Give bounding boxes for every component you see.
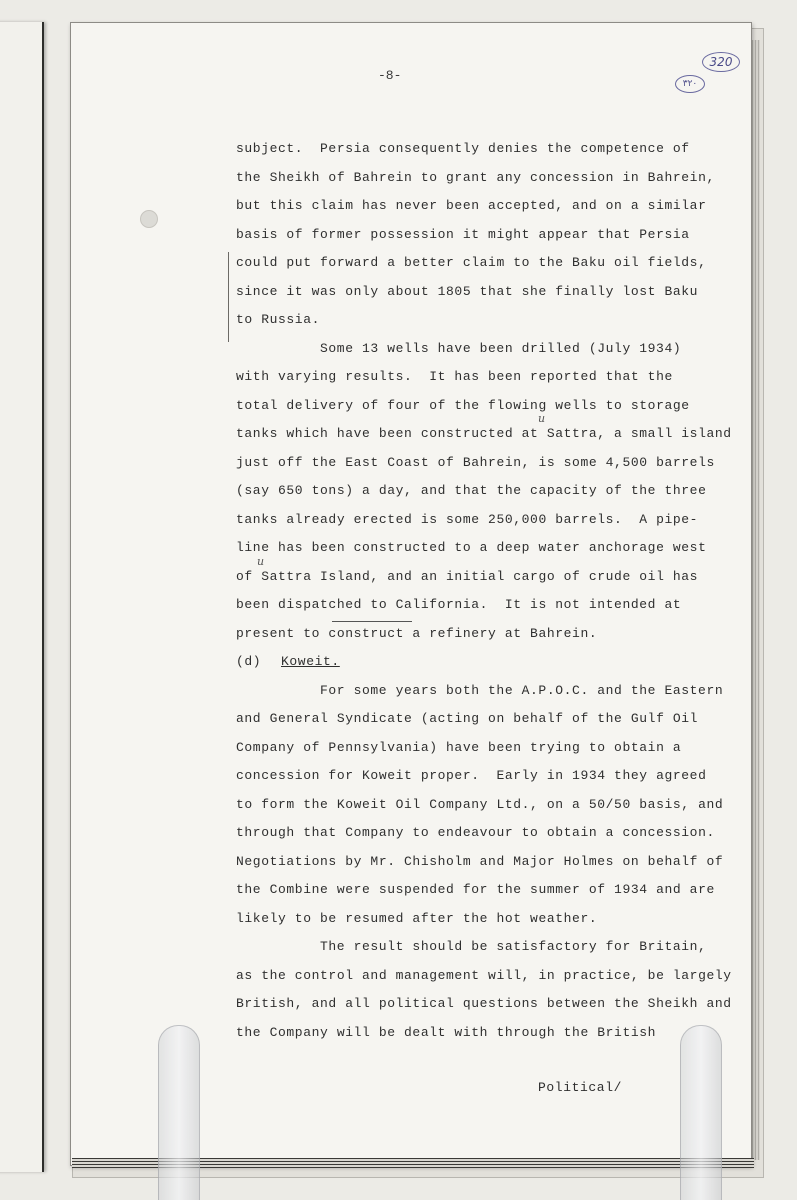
page-holder-stand-right (680, 1025, 722, 1200)
text-line: to Russia. (236, 312, 321, 327)
previous-page-edge (0, 22, 44, 1172)
arabic-folio-stamp: ٣٢٠ (675, 75, 705, 93)
text-line: with varying results. It has been reported that the (236, 369, 673, 384)
text-line: but this claim has never been accepted, and on a similar (236, 198, 707, 213)
handwritten-correction: u (257, 555, 265, 568)
text-line: Some 13 wells have been drilled (July 1934) (320, 341, 682, 356)
text-line: concession for Koweit proper. Early in 1934 they agreed (236, 768, 707, 783)
text-line: total delivery of four of the flowing wells to storage (236, 398, 690, 413)
text-line: just off the East Coast of Bahrein, is some 4,500 barrels (236, 455, 715, 470)
text-line: been dispatched to California. It is not intended at (236, 597, 682, 612)
text-line: Company of Pennsylvania) have been trying to obtain a (236, 740, 682, 755)
text-line: the Sheikh of Bahrein to grant any concession in Bahrein, (236, 170, 715, 185)
page-holder-stand-left (158, 1025, 200, 1200)
text-line: and General Syndicate (acting on behalf of the Gulf Oil (236, 711, 699, 726)
text-line: The result should be satisfactory for Britain, (320, 939, 707, 954)
handwritten-correction: u (538, 412, 546, 425)
text-line: tanks which have been constructed at Sattra, a small island (236, 426, 732, 441)
text-line: British, and all political questions between the Sheikh and (236, 996, 732, 1011)
text-line: as the control and management will, in practice, be largely (236, 968, 732, 983)
text-line: tanks already erected is some 250,000 barrels. A pipe- (236, 512, 699, 527)
text-line: to form the Koweit Oil Company Ltd., on a 50/50 basis, and (236, 797, 724, 812)
text-line: Negotiations by Mr. Chisholm and Major Holmes on behalf of (236, 854, 724, 869)
text-line: likely to be resumed after the hot weather. (236, 911, 598, 926)
folio-number-stamp: 320 (702, 52, 740, 72)
text-line: basis of former possession it might appear that Persia (236, 227, 690, 242)
text-line: For some years both the A.P.O.C. and the Eastern (320, 683, 724, 698)
text-line: (say 650 tons) a day, and that the capacity of the three (236, 483, 707, 498)
text-line: the Combine were suspended for the summer of 1934 and are (236, 882, 715, 897)
text-line: present to construct a refinery at Bahrein. (236, 626, 598, 641)
document-page (70, 22, 752, 1166)
text-line: of Sattra Island, and an initial cargo of crude oil has (236, 569, 699, 584)
page-number: -8- (378, 68, 402, 83)
section-number: (d) (236, 654, 262, 669)
text-line: since it was only about 1805 that she finally lost Baku (236, 284, 699, 299)
text-line: through that Company to endeavour to obtain a concession. (236, 825, 715, 840)
catchword: Political/ (538, 1080, 623, 1095)
text-line: subject. Persia consequently denies the competence of (236, 141, 690, 156)
punch-hole (140, 210, 158, 228)
pencil-underline (332, 621, 412, 622)
text-line: the Company will be dealt with through the British (236, 1025, 657, 1040)
section-heading: Koweit. (281, 654, 340, 669)
margin-pencil-line (228, 252, 229, 342)
text-line: line has been constructed to a deep water anchorage west (236, 540, 707, 555)
text-line: could put forward a better claim to the Baku oil fields, (236, 255, 707, 270)
